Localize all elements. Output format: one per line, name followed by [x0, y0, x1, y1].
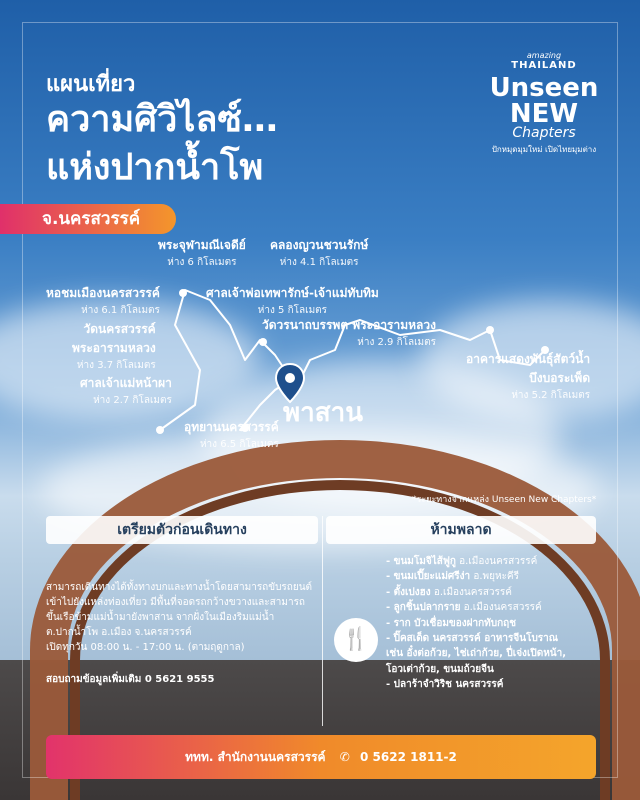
- info-panel: [46, 516, 596, 726]
- prepare-line: เข้าไปยังแหล่งท่องเที่ยว มีพื้นที่จอดรถกว้างขวางและสามารถ: [46, 597, 305, 608]
- list-item: - ปลาร้าจำวิริช นครสวรรค์: [386, 679, 504, 691]
- place-shrine-thep: ศาลเจ้าพ่อเทพารักษ์-เจ้าแม่ทับทิม ห่าง 5 กิโลเมตร: [206, 286, 379, 316]
- prepare-line: สามารถเดินทางได้ทั้งทางบกและทางน้ำโดยสามารถขับรถยนต์: [46, 582, 313, 593]
- dontmiss-list: [386, 554, 600, 693]
- logo-tagline: ปักหมุดมุมใหม่ เปิดไทยมุมต่าง: [491, 145, 597, 154]
- footer-phone[interactable]: 0 5622 1811-2: [360, 750, 457, 764]
- province-badge: จ.นครสวรรค์: [0, 204, 176, 234]
- list-item: โอวเต่าก้วย, ขนมถ้วยจีน: [386, 663, 494, 675]
- place-khlong-yuan: คลองญวนชวนรักษ์ ห่าง 4.1 กิโลเมตร: [270, 238, 369, 268]
- center-pasan: พาสาน: [283, 398, 363, 428]
- title-line-1: ความศิวิไลซ์…: [46, 99, 278, 140]
- list-item: - ขนมโมจิไส้ฟูกู อ.เมืองนครสวรรค์: [386, 556, 538, 567]
- list-item: - ตั้งเปงฮง อ.เมืองนครสวรรค์: [386, 586, 512, 598]
- prepare-heading: เตรียมตัวก่อนเดินทาง: [46, 516, 318, 544]
- place-park: อุทยานนครสวรรค์ ห่าง 6.5 กิโลเมตร: [184, 420, 279, 450]
- phone-icon: ✆: [339, 750, 350, 764]
- dontmiss-heading: ห้ามพลาด: [326, 516, 596, 544]
- map-stop: [156, 426, 164, 434]
- list-item: - ลูกชิ้นปลากราย อ.เมืองนครสวรรค์: [386, 602, 542, 614]
- prepare-line: ขึ้นเรือข้ามแม่น้ำมายังพาสาน จากฝั่งในเมืองริมแม่น้ำ: [46, 612, 275, 623]
- prepare-contact: สอบถามข้อมูลเพิ่มเติม 0 5621 9555: [46, 674, 215, 685]
- map-stop: [179, 289, 187, 297]
- list-item: - ราก บัวเชื่อมของฝากทับกฤช: [386, 617, 517, 629]
- place-aquarium: อาคารแสดงพันธุ์สัตว์น้ำ บึงบอระเพ็ด ห่าง 5.2 กิโลเมตร: [466, 352, 591, 401]
- logo-amazing: amazing: [526, 51, 562, 60]
- prepare-line: ต.ปากน้ำโพ อ.เมือง จ.นครสวรรค์: [46, 627, 192, 638]
- logo-thailand: THAILAND: [511, 60, 577, 71]
- prepare-text: [46, 580, 316, 655]
- list-item: เช่น อั๋งต่อก้วย, ไช่เถ่าก้วย, ปี่เจ่งเปิดหน้า,: [386, 648, 567, 660]
- list-item: - ปิ๊คสเด็ด นครสวรรค์ อาหารจีนโบราณ: [386, 633, 559, 645]
- fork-knife-icon: 🍴: [334, 618, 378, 662]
- place-tower: หอชมเมืองนครสวรรค์ ห่าง 6.1 กิโลเมตร: [46, 286, 160, 316]
- unseen-new-chapters-logo: [482, 52, 606, 156]
- place-chula: พระจุฬามณีเจดีย์ ห่าง 6 กิโลเมตร: [158, 238, 246, 268]
- panel-divider: [322, 516, 323, 726]
- place-wat-worana: วัดวรนาถบรรพต พระอารามหลวง ห่าง 2.9 กิโลเมตร: [262, 318, 437, 348]
- logo-word-unseen: Unseen: [489, 73, 599, 103]
- list-item: - ขนมเปี๊ยะแม่ศรีง่า อ.พยุหะคีรี: [386, 571, 519, 583]
- title-small: แผนเที่ยว: [46, 72, 136, 97]
- map-stop: [486, 326, 494, 334]
- logo-word-chapters: Chapters: [512, 125, 576, 141]
- distance-note: *ระยะทางจากแหล่ง Unseen New Chapters*: [412, 495, 597, 505]
- logo-word-new: NEW: [509, 99, 579, 129]
- place-shrine-mae: ศาลเจ้าแม่หน้าผา ห่าง 2.7 กิโลเมตร: [80, 376, 172, 406]
- place-wat-nakhon: วัดนครสวรรค์ พระอารามหลวง ห่าง 3.7 กิโลเมตร: [72, 322, 156, 371]
- prepare-line: เปิดทุกวัน 08:00 น. - 17:00 น. (ตามฤดูกาล): [46, 642, 245, 653]
- footer-office: ททท. สำนักงานนครสวรรค์: [185, 750, 326, 764]
- contact-footer: [46, 735, 596, 779]
- title-line-2: แห่งปากน้ำโพ: [46, 147, 264, 188]
